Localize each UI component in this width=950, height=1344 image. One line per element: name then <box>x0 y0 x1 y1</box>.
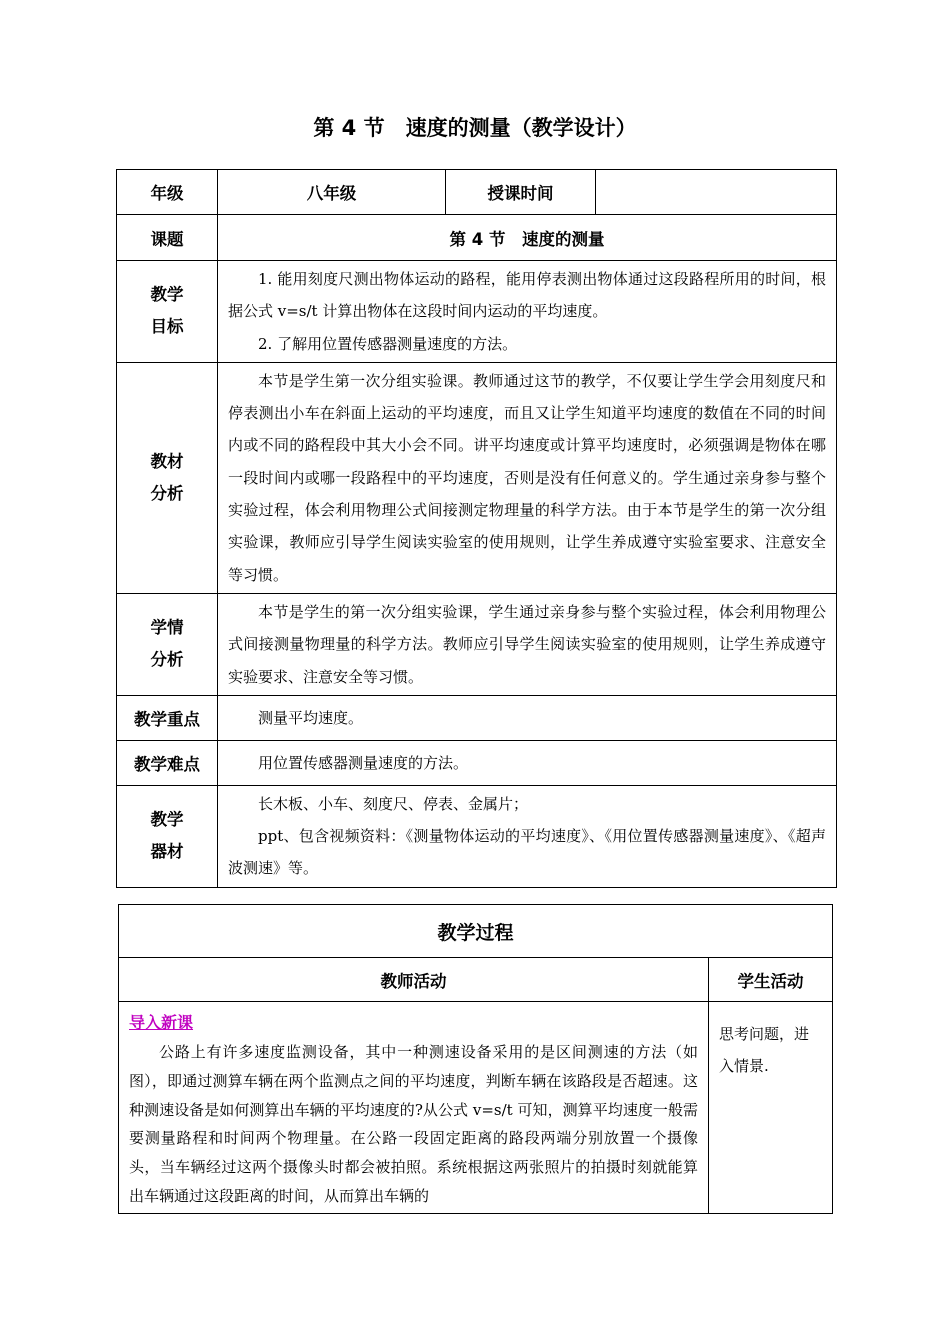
equipment-content <box>218 785 837 887</box>
student-analysis-content <box>218 593 837 695</box>
student-activity-cell <box>709 1002 833 1214</box>
difficulty-content <box>218 740 837 785</box>
students-label-line2: 分析 <box>150 650 184 670</box>
class-time-value <box>596 170 837 215</box>
key-points-label: 教学重点 <box>117 695 218 740</box>
teacher-activity-text: 公路上有许多速度监测设备，其中一种测速设备采用的是区间测速的方法（如图），即通过测算车辆在两个监测点之间的平均速度，判断车辆在该路段是否超速。这种测速设备是如何测算出车辆的平均速度的?从公式 v=s/t 可知，测算平均速度一般需要测量路程和时间两个物理量。在公路一段固定距离的路段两端分别放置一个摄像头，当车辆经过这两个摄像头时都会被拍照。系统根据这两张照片的拍摄时刻就能算出车辆通过这段距离的时间，从而算出车辆的 <box>129 1043 698 1205</box>
goals-content <box>218 261 837 363</box>
process-heading: 教学过程 <box>119 905 833 958</box>
student-activity-text: 思考问题，进入情景. <box>719 1025 810 1075</box>
topic-label: 课题 <box>117 215 218 261</box>
teacher-activity-header: 教师活动 <box>119 958 709 1002</box>
material-label-line1: 教材 <box>150 451 184 471</box>
topic-value: 第 4 节 速度的测量 <box>218 215 837 261</box>
goals-paragraph-1: 1. 能用刻度尺测出物体运动的路程，能用停表测出物体通过这段路程所用的时间，根据公式 v=s/t 计算出物体在这段时间内运动的平均速度。 <box>228 270 826 321</box>
material-analysis-label <box>117 362 218 593</box>
difficulty-text: 用位置传感器测量速度的方法。 <box>258 753 469 772</box>
key-points-text: 测量平均速度。 <box>258 708 364 727</box>
lesson-info-table <box>116 169 837 888</box>
page-title: 第 4 节 速度的测量（教学设计） <box>313 116 637 140</box>
material-analysis-content <box>218 362 837 593</box>
equipment-paragraph-1: 长木板、小车、刻度尺、停表、金属片； <box>258 794 529 813</box>
section-title-intro: 导入新课 <box>129 1013 194 1032</box>
equipment-paragraph-2: ppt、包含视频资料：《测量物体运动的平均速度》、《用位置传感器测量速度》、《超声波测速》等。 <box>228 827 826 878</box>
equipment-label <box>117 785 218 887</box>
student-analysis-label <box>117 593 218 695</box>
goals-paragraph-2: 2. 了解用位置传感器测量速度的方法。 <box>258 334 518 353</box>
class-time-label: 授课时间 <box>446 170 596 215</box>
material-analysis-text: 本节是学生第一次分组实验课。教师通过这节的教学，不仅要让学生学会用刻度尺和停表测出小车在斜面上运动的平均速度，而且又让学生知道平均速度的数值在不同的时间内或不同的路程段中其大小会不同。讲平均速度或计算平均速度时，必须强调是物体在哪一段时间内或哪一段路程中的平均速度，否则是没有任何意义的。学生通过亲身参与整个实验过程，体会利用物理公式间接测定物理量的科学方法。由于本节是学生的第一次分组实验课，教师应引导学生阅读实验室的使用规则，让学生养成遵守实验室要求、注意安全等习惯。 <box>228 371 826 584</box>
student-activity-header: 学生活动 <box>709 958 833 1002</box>
goals-label <box>117 261 218 363</box>
equipment-label-line1: 教学 <box>150 810 184 830</box>
difficulty-label: 教学难点 <box>117 740 218 785</box>
equipment-label-line2: 器材 <box>150 842 184 862</box>
goals-label-line2: 目标 <box>150 317 184 337</box>
students-label-line1: 学情 <box>150 618 184 638</box>
material-label-line2: 分析 <box>150 483 184 503</box>
key-points-content <box>218 695 837 740</box>
goals-label-line1: 教学 <box>150 285 184 305</box>
teacher-activity-cell <box>119 1002 709 1214</box>
grade-value: 八年级 <box>218 170 446 215</box>
grade-label: 年级 <box>117 170 218 215</box>
teaching-process-table <box>118 904 833 1214</box>
student-analysis-text: 本节是学生的第一次分组实验课，学生通过亲身参与整个实验过程，体会利用物理公式间接测量物理量的科学方法。教师应引导学生阅读实验室的使用规则，让学生养成遵守实验要求、注意安全等习惯。 <box>228 602 826 686</box>
